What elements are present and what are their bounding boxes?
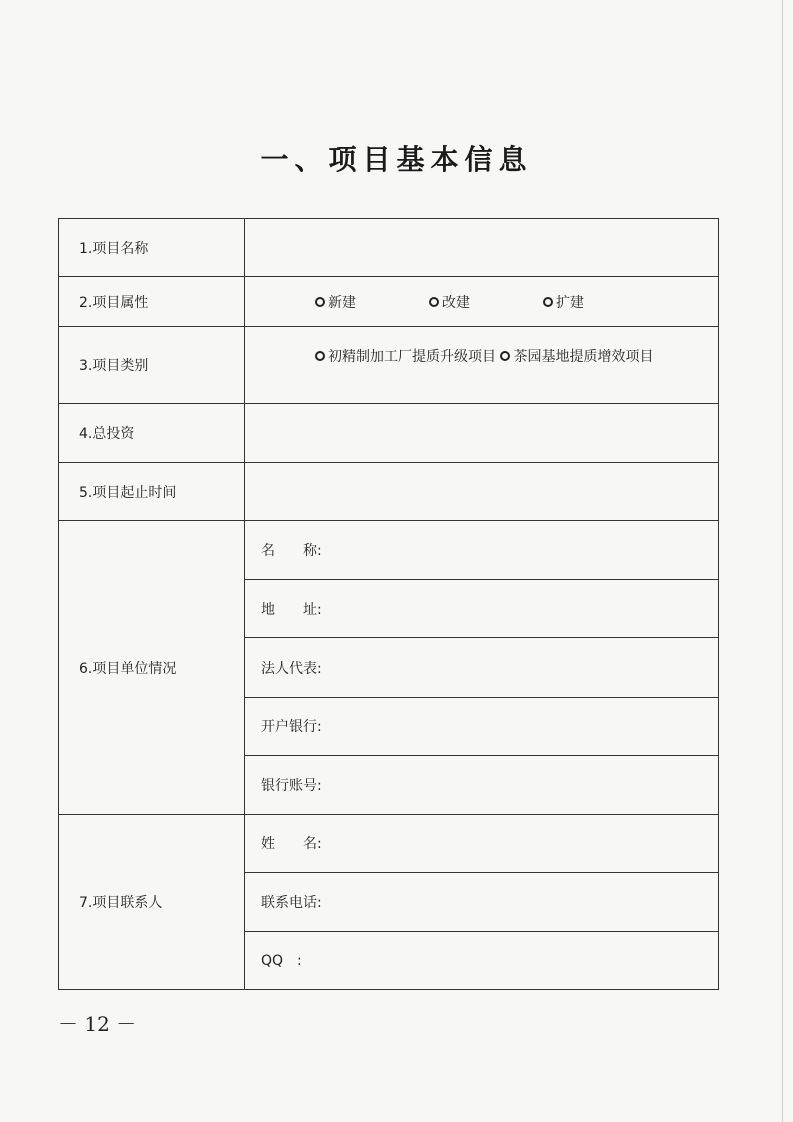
contact-phone-field[interactable]: [245, 872, 719, 931]
contact-name-label: 姓 名:: [261, 836, 322, 853]
table-row: [59, 219, 719, 277]
radio-expand[interactable]: [543, 292, 584, 312]
radio-tea-garden[interactable]: [500, 346, 653, 366]
legal-rep-label: 法人代表:: [261, 660, 322, 677]
radio-new[interactable]: [315, 292, 429, 312]
table-row: [59, 327, 719, 404]
table-row: [59, 404, 719, 463]
bank-label: 开户银行:: [261, 719, 322, 736]
radio-processing-plant[interactable]: [315, 346, 496, 366]
table-row: [59, 814, 719, 872]
contact-name-field[interactable]: [245, 814, 719, 872]
unit-info-label: 6.项目单位情况: [59, 521, 245, 814]
radio-circle-icon: [500, 351, 510, 361]
radio-circle-icon: [429, 297, 439, 307]
scan-edge-line: [782, 0, 783, 1122]
table-row: [59, 521, 719, 580]
legal-rep-field[interactable]: [245, 638, 719, 697]
table-row: [59, 277, 719, 327]
contact-label: 7.项目联系人: [59, 814, 245, 989]
radio-circle-icon: [315, 297, 325, 307]
radio-label: 新建: [328, 294, 356, 311]
bank-account-label: 银行账号:: [261, 777, 322, 794]
page-title: 一、项目基本信息: [260, 143, 533, 176]
unit-name-label: 名 称:: [261, 543, 322, 560]
bank-field[interactable]: [245, 697, 719, 755]
radio-circle-icon: [315, 351, 325, 361]
radio-label: 茶园基地提质增效项目: [513, 348, 654, 365]
total-investment-label: 4.总投资: [59, 404, 245, 463]
project-category-options: [245, 327, 719, 404]
contact-qq-label: QQ :: [261, 953, 302, 970]
radio-label: 扩建: [556, 294, 584, 311]
unit-address-label: 地 址:: [261, 601, 322, 618]
project-name-label: 1.项目名称: [59, 219, 245, 277]
project-period-label: 5.项目起止时间: [59, 463, 245, 521]
project-name-field[interactable]: [245, 219, 719, 277]
radio-rebuild[interactable]: [429, 292, 543, 312]
radio-circle-icon: [543, 297, 553, 307]
unit-address-field[interactable]: [245, 580, 719, 638]
bank-account-field[interactable]: [245, 755, 719, 814]
unit-name-field[interactable]: [245, 521, 719, 580]
radio-label: 改建: [442, 294, 470, 311]
contact-qq-field[interactable]: [245, 931, 719, 989]
project-info-table: [58, 218, 719, 990]
project-category-label: 3.项目类别: [59, 327, 245, 404]
contact-phone-label: 联系电话:: [261, 894, 322, 911]
total-investment-field[interactable]: [245, 404, 719, 463]
project-attr-options: [245, 277, 719, 327]
page-number: － 12 －: [58, 1012, 137, 1036]
project-attr-label: 2.项目属性: [59, 277, 245, 327]
project-period-field[interactable]: [245, 463, 719, 521]
table-row: [59, 463, 719, 521]
radio-label: 初精制加工厂提质升级项目: [328, 348, 496, 365]
